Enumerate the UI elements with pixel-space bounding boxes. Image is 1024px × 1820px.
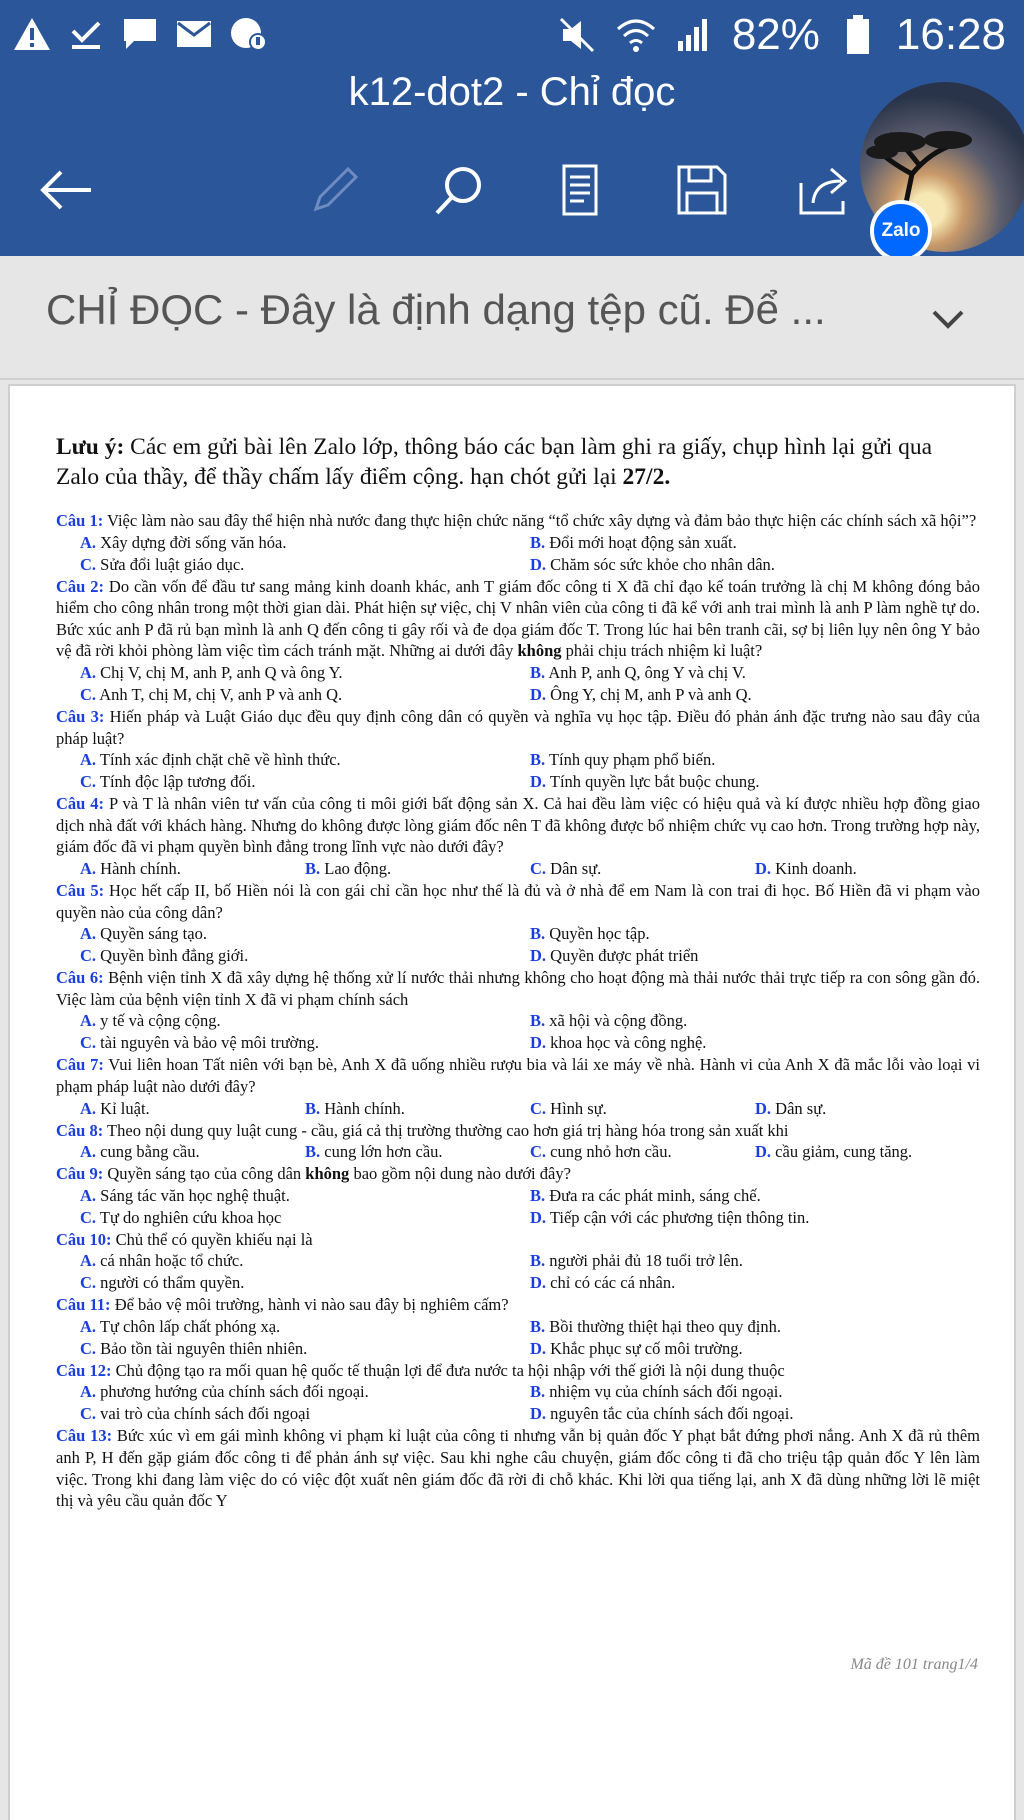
signal-icon [674,15,714,55]
question-label: Câu 5: [56,880,105,900]
option-letter: D. [530,1033,547,1053]
option-text: cung lớn hơn cầu. [324,1142,443,1162]
options-row [56,662,980,684]
question-text: bao gồm nội dung nào dưới đây? [349,1164,571,1184]
options-row [56,1032,980,1054]
option-letter: D. [755,1098,772,1118]
option-letter: C. [530,1098,547,1118]
option-letter: D. [530,772,547,792]
question-1 [56,510,980,532]
edit-button[interactable] [295,150,375,230]
option-text: Chăm sóc sức khỏe cho nhân dân. [550,554,775,574]
option-letter: B. [530,532,546,552]
question-label: Câu 8: [56,1120,104,1140]
save-icon [675,163,729,217]
question-text: Hiến pháp và Luật Giáo dục đều quy định công dân có quyền và nghĩa vụ học tập. Điều đó phản ánh đặc trưng nào sau đây của pháp luật? [56,706,980,748]
question-text: Bức xúc vì em gái mình không vi phạm kỉ luật của công ti nhưng vẫn bị quản đốc Y phạt bắt đứng phơi nắng. Anh X đã rủ thêm anh P, H đến gặp giám đốc công ti để phản ánh sự việc. Sau khi nghe câu chuyện, giám đốc công ti đã cho triệu tập quản đốc Y lên làm việc. Trong khi đang làm việc do có việc đột xuất nên giám đốc đã rời đi chỗ khác. Khi lời qua tiếng lại, anh X đã dùng những lời lẽ miệt thị và yêu cầu quản đốc Y [56,1426,980,1511]
question-text: Vui liên hoan Tất niên với bạn bè, Anh X đã uống nhiều rượu bia và lái xe máy về nhà. Hành vi của Anh X đã mắc lỗi vào loại vi phạm pháp luật nào dưới đây? [56,1055,980,1096]
option-text: khoa học và công nghệ. [550,1033,707,1053]
page-footer: Mã đề 101 trang1/4 [850,1656,978,1673]
option-text: cầu giảm, cung tăng. [775,1142,913,1162]
question-3 [56,706,980,749]
read-only-banner[interactable] [0,256,1024,380]
question-9 [56,1163,980,1185]
options-row [56,1010,980,1032]
option-text: Chị V, chị M, anh P, anh Q và ông Y. [100,662,343,682]
option-letter: B. [305,1142,321,1162]
option-letter: A. [80,858,97,878]
zalo-badge[interactable]: Zalo [870,200,932,262]
option-letter: D. [530,1207,547,1227]
back-arrow-icon [37,168,93,212]
question-7 [56,1054,980,1097]
question-label: Câu 1: [56,511,104,530]
toolbar [0,150,860,230]
question-8 [56,1120,980,1142]
question-text: Chủ thể có quyền khiếu nại là [111,1229,313,1249]
option-text: Bảo tồn tài nguyên thiên nhiên. [100,1338,308,1358]
back-button[interactable] [25,150,105,230]
options-row [56,945,980,967]
option-text: Quyền bình đẳng giới. [100,946,249,966]
option-letter: C. [80,1404,97,1424]
option-letter: C. [80,1273,97,1293]
option-letter: D. [530,554,547,574]
option-letter: B. [530,750,546,770]
option-text: Bồi thường thiệt hại theo quy định. [549,1316,781,1336]
battery-percent: 82% [731,10,820,59]
share-icon [797,163,853,217]
option-letter: C. [530,858,547,878]
question-text: Theo nội dung quy luật cung - cầu, giá cả thị trường thường cao hơn giá trị hàng hóa trong sản xuất khi [103,1120,789,1140]
search-button[interactable] [418,150,498,230]
option-text: cung nhỏ hơn cầu. [550,1142,672,1162]
option-text: Sáng tác văn học nghệ thuật. [100,1185,290,1205]
option-text: Dân sự. [550,858,602,878]
options-row [56,1381,980,1403]
option-text: Khắc phục sự cố môi trường. [550,1338,743,1358]
option-letter: D. [755,1142,772,1162]
option-text: Sửa đổi luật giáo dục. [100,554,245,574]
options-row [56,771,980,793]
question-text: Chủ động tạo ra mối quan hệ quốc tế thuận lợi để đưa nước ta hội nhập với thế giới là nội dung thuộc [111,1360,785,1380]
options-row [56,1403,980,1425]
message-icon [120,14,160,54]
option-letter: D. [755,858,772,878]
question-label: Câu 13: [56,1426,113,1446]
option-text: Xây dựng đời sống văn hóa. [100,532,287,552]
question-text: Bệnh viện tỉnh X đã xây dựng hệ thống xử lí nước thải nhưng không cho hoạt động mà thải nước thải trực tiếp ra con sông gần đó. Việc làm của bệnh viện tỉnh X đã vi phạm chính sách [56,968,980,1009]
question-text: Quyền sáng tạo của công dân [103,1164,306,1184]
note-deadline: 27/2. [622,464,671,490]
option-letter: D. [530,1273,547,1293]
option-text: Dân sự. [775,1098,827,1118]
question-4 [56,793,980,858]
option-letter: B. [305,858,321,878]
option-letter: A. [80,532,97,552]
note-text: Các em gửi bài lên Zalo lớp, thông báo các bạn làm ghi ra giấy, chụp hình lại gửi qua Zalo của thầy, để thầy chấm lấy điểm cộng. hạn chót gửi lại [56,434,933,490]
question-label: Câu 10: [56,1229,112,1249]
option-letter: B. [530,1251,546,1271]
option-text: Quyền được phát triển [550,946,699,966]
options-row [56,1338,980,1360]
option-text: Kỉ luật. [100,1098,150,1118]
option-text: Tiếp cận với các phương tiện thông tin. [549,1207,810,1227]
battery-icon [838,15,878,55]
option-text: nguyên tắc của chính sách đối ngoại. [550,1404,794,1424]
question-emphasis: không [517,641,562,661]
option-letter: A. [80,1251,97,1271]
option-text: y tế và cộng cộng. [100,1011,221,1031]
option-letter: A. [80,1011,97,1031]
question-label: Câu 9: [56,1164,104,1184]
option-letter: B. [530,1316,546,1336]
options-row [56,1272,980,1294]
option-text: Tính độc lập tương đối. [99,772,256,792]
option-letter: C. [80,946,97,966]
option-text: Quyền học tập. [549,924,650,944]
option-text: Hình sự. [550,1098,607,1118]
option-text: Kinh doanh. [775,858,857,878]
option-text: tài nguyên và bảo vệ môi trường. [100,1033,319,1053]
option-text: Anh T, chị M, chị V, anh P và anh Q. [99,684,343,704]
option-letter: B. [530,1382,546,1402]
option-text: Tính quy phạm phổ biến. [548,750,716,770]
save-button[interactable] [662,150,742,230]
options-row [56,1185,980,1207]
option-letter: C. [80,554,97,574]
option-letter: D. [530,946,547,966]
warning-icon [12,14,52,54]
note-label: Lưu ý: [56,434,125,460]
options-row [56,684,980,706]
option-text: xã hội và cộng đồng. [549,1011,688,1031]
option-text: Quyền sáng tạo. [100,924,207,944]
options-row [56,1316,980,1338]
option-letter: A. [80,1382,97,1402]
option-text: Anh P, anh Q, ông Y và chị V. [548,662,746,682]
option-letter: A. [80,1316,97,1336]
share-button[interactable] [785,150,865,230]
options-row [56,923,980,945]
options-row [56,1250,980,1272]
question-text: Do cần vốn để đầu tư sang mảng kinh doanh khác, anh T giám đốc công ti X đã chỉ đạo kế toán trưởng là chị M không đóng bảo hiểm cho công nhân trong một thời gian dài. Phát hiện sự việc, chị V nhân viên của công ti đã kể với anh trai mình là anh P làm nghề tự do. Bức xúc anh P đã rủ bạn mình là anh Q đến công ti gây rối và đe dọa giám đốc T. Trong lúc hai bên tranh cãi, sợ bị liên lụy nên ông Y bảo vệ đã rời khỏi phòng làm việc tìm cách tránh mặt. Những ai dưới đây [56,576,980,661]
option-text: Tự do nghiên cứu khoa học [99,1207,282,1227]
option-text: nhiệm vụ của chính sách đối ngoại. [549,1382,783,1402]
options-row [56,532,980,554]
question-5 [56,880,980,923]
chevron-down-icon[interactable] [928,300,968,340]
download-done-icon [66,14,106,54]
status-bar [0,0,1024,74]
option-letter: C. [80,772,97,792]
options-row [56,858,980,880]
question-13 [56,1425,980,1511]
option-text: người có thẩm quyền. [100,1273,245,1293]
pencil-icon [308,163,362,217]
option-text: Đổi mới hoạt động sản xuất. [549,532,737,552]
question-text: phải chịu trách nhiệm kỉ luật? [561,641,763,661]
question-text: Để bảo vệ môi trường, hành vi nào sau đây bị nghiêm cấm? [110,1295,509,1315]
option-letter: B. [530,662,546,682]
document-page[interactable] [8,384,1016,1820]
app-header [0,0,1024,256]
question-emphasis: không [305,1164,350,1184]
option-text: người phải đủ 18 tuổi trở lên. [549,1251,743,1271]
option-letter: A. [80,1142,97,1162]
question-6 [56,967,980,1010]
option-text: Lao động. [324,858,392,878]
wifi-icon [616,15,656,55]
reading-view-button[interactable] [540,150,620,230]
document-body [56,432,980,1512]
question-label: Câu 6: [56,968,104,988]
option-letter: A. [80,1185,97,1205]
option-text: Ông Y, chị M, anh P và anh Q. [550,684,752,704]
question-11 [56,1294,980,1316]
option-letter: D. [530,684,547,704]
option-letter: C. [530,1142,547,1162]
option-letter: C. [80,1033,97,1053]
mute-icon [558,15,598,55]
options-row [56,1098,980,1120]
option-letter: C. [80,1338,97,1358]
question-label: Câu 12: [56,1360,112,1380]
question-12 [56,1360,980,1382]
option-letter: C. [80,1207,97,1227]
question-label: Câu 3: [56,706,105,726]
option-text: Đưa ra các phát minh, sáng chế. [549,1185,761,1205]
document-icon [558,163,602,217]
question-label: Câu 4: [56,794,105,814]
document-title: k12-dot2 - Chỉ đọc [348,70,676,114]
mail-icon [174,14,214,54]
option-text: Hành chính. [100,858,181,878]
question-2 [56,576,980,662]
option-text: vai trò của chính sách đối ngoại [100,1404,311,1424]
option-text: Tự chôn lấp chất phóng xạ. [99,1316,281,1336]
question-text: P và T là nhân viên tư vấn của công ti môi giới bất động sản X. Cả hai đều làm việc có hiệu quả và kí được nhiều hợp đồng giao dịch nhà đất với khách hàng. Nhưng do không được lòng giám đốc nên T đã không được bổ nhiệm chức vụ cao hơn. Trong trường hợp này, giám đốc đã vi phạm quyền bình đẳng trong lĩnh vực nào dưới đây? [56,794,980,857]
option-letter: A. [80,750,97,770]
option-letter: D. [530,1404,547,1424]
option-text: phương hướng của chính sách đối ngoại. [100,1382,369,1402]
messenger-icon [228,14,268,54]
search-icon [431,163,485,217]
question-label: Câu 11: [56,1295,111,1315]
option-letter: A. [80,1098,97,1118]
option-text: cung bằng cầu. [100,1142,200,1162]
option-letter: C. [80,684,97,704]
option-letter: A. [80,662,97,682]
option-text: Tính quyền lực bắt buộc chung. [549,772,760,792]
question-text: Học hết cấp II, bố Hiền nói là con gái chỉ cần học như thế là đủ và ở nhà để em Nam là con trai đi học. Bố Hiền đã vi phạm vào quyền nào của công dân? [56,880,980,922]
option-letter: A. [80,924,97,944]
options-row [56,749,980,771]
options-row [56,554,980,576]
question-label: Câu 7: [56,1055,104,1075]
option-text: cá nhân hoặc tổ chức. [100,1251,244,1271]
options-row [56,1207,980,1229]
option-letter: B. [530,924,546,944]
question-label: Câu 2: [56,576,105,596]
option-letter: B. [305,1098,321,1118]
option-letter: B. [530,1011,546,1031]
option-text: Tính xác định chặt chẽ về hình thức. [99,750,341,770]
option-letter: D. [530,1338,547,1358]
option-letter: B. [530,1185,546,1205]
clock: 16:28 [895,10,1006,59]
question-text: Việc làm nào sau đây thể hiện nhà nước đang thực hiện chức năng “tổ chức xây dựng và đảm bảo thực hiện các chính sách xã hội”? [103,511,977,530]
option-text: chỉ có các cá nhân. [550,1273,676,1293]
note-paragraph [56,432,980,492]
option-text: Hành chính. [324,1098,405,1118]
options-row [56,1141,980,1163]
banner-text: CHỈ ĐỌC - Đây là định dạng tệp cũ. Để ... [46,286,826,333]
question-10 [56,1229,980,1251]
